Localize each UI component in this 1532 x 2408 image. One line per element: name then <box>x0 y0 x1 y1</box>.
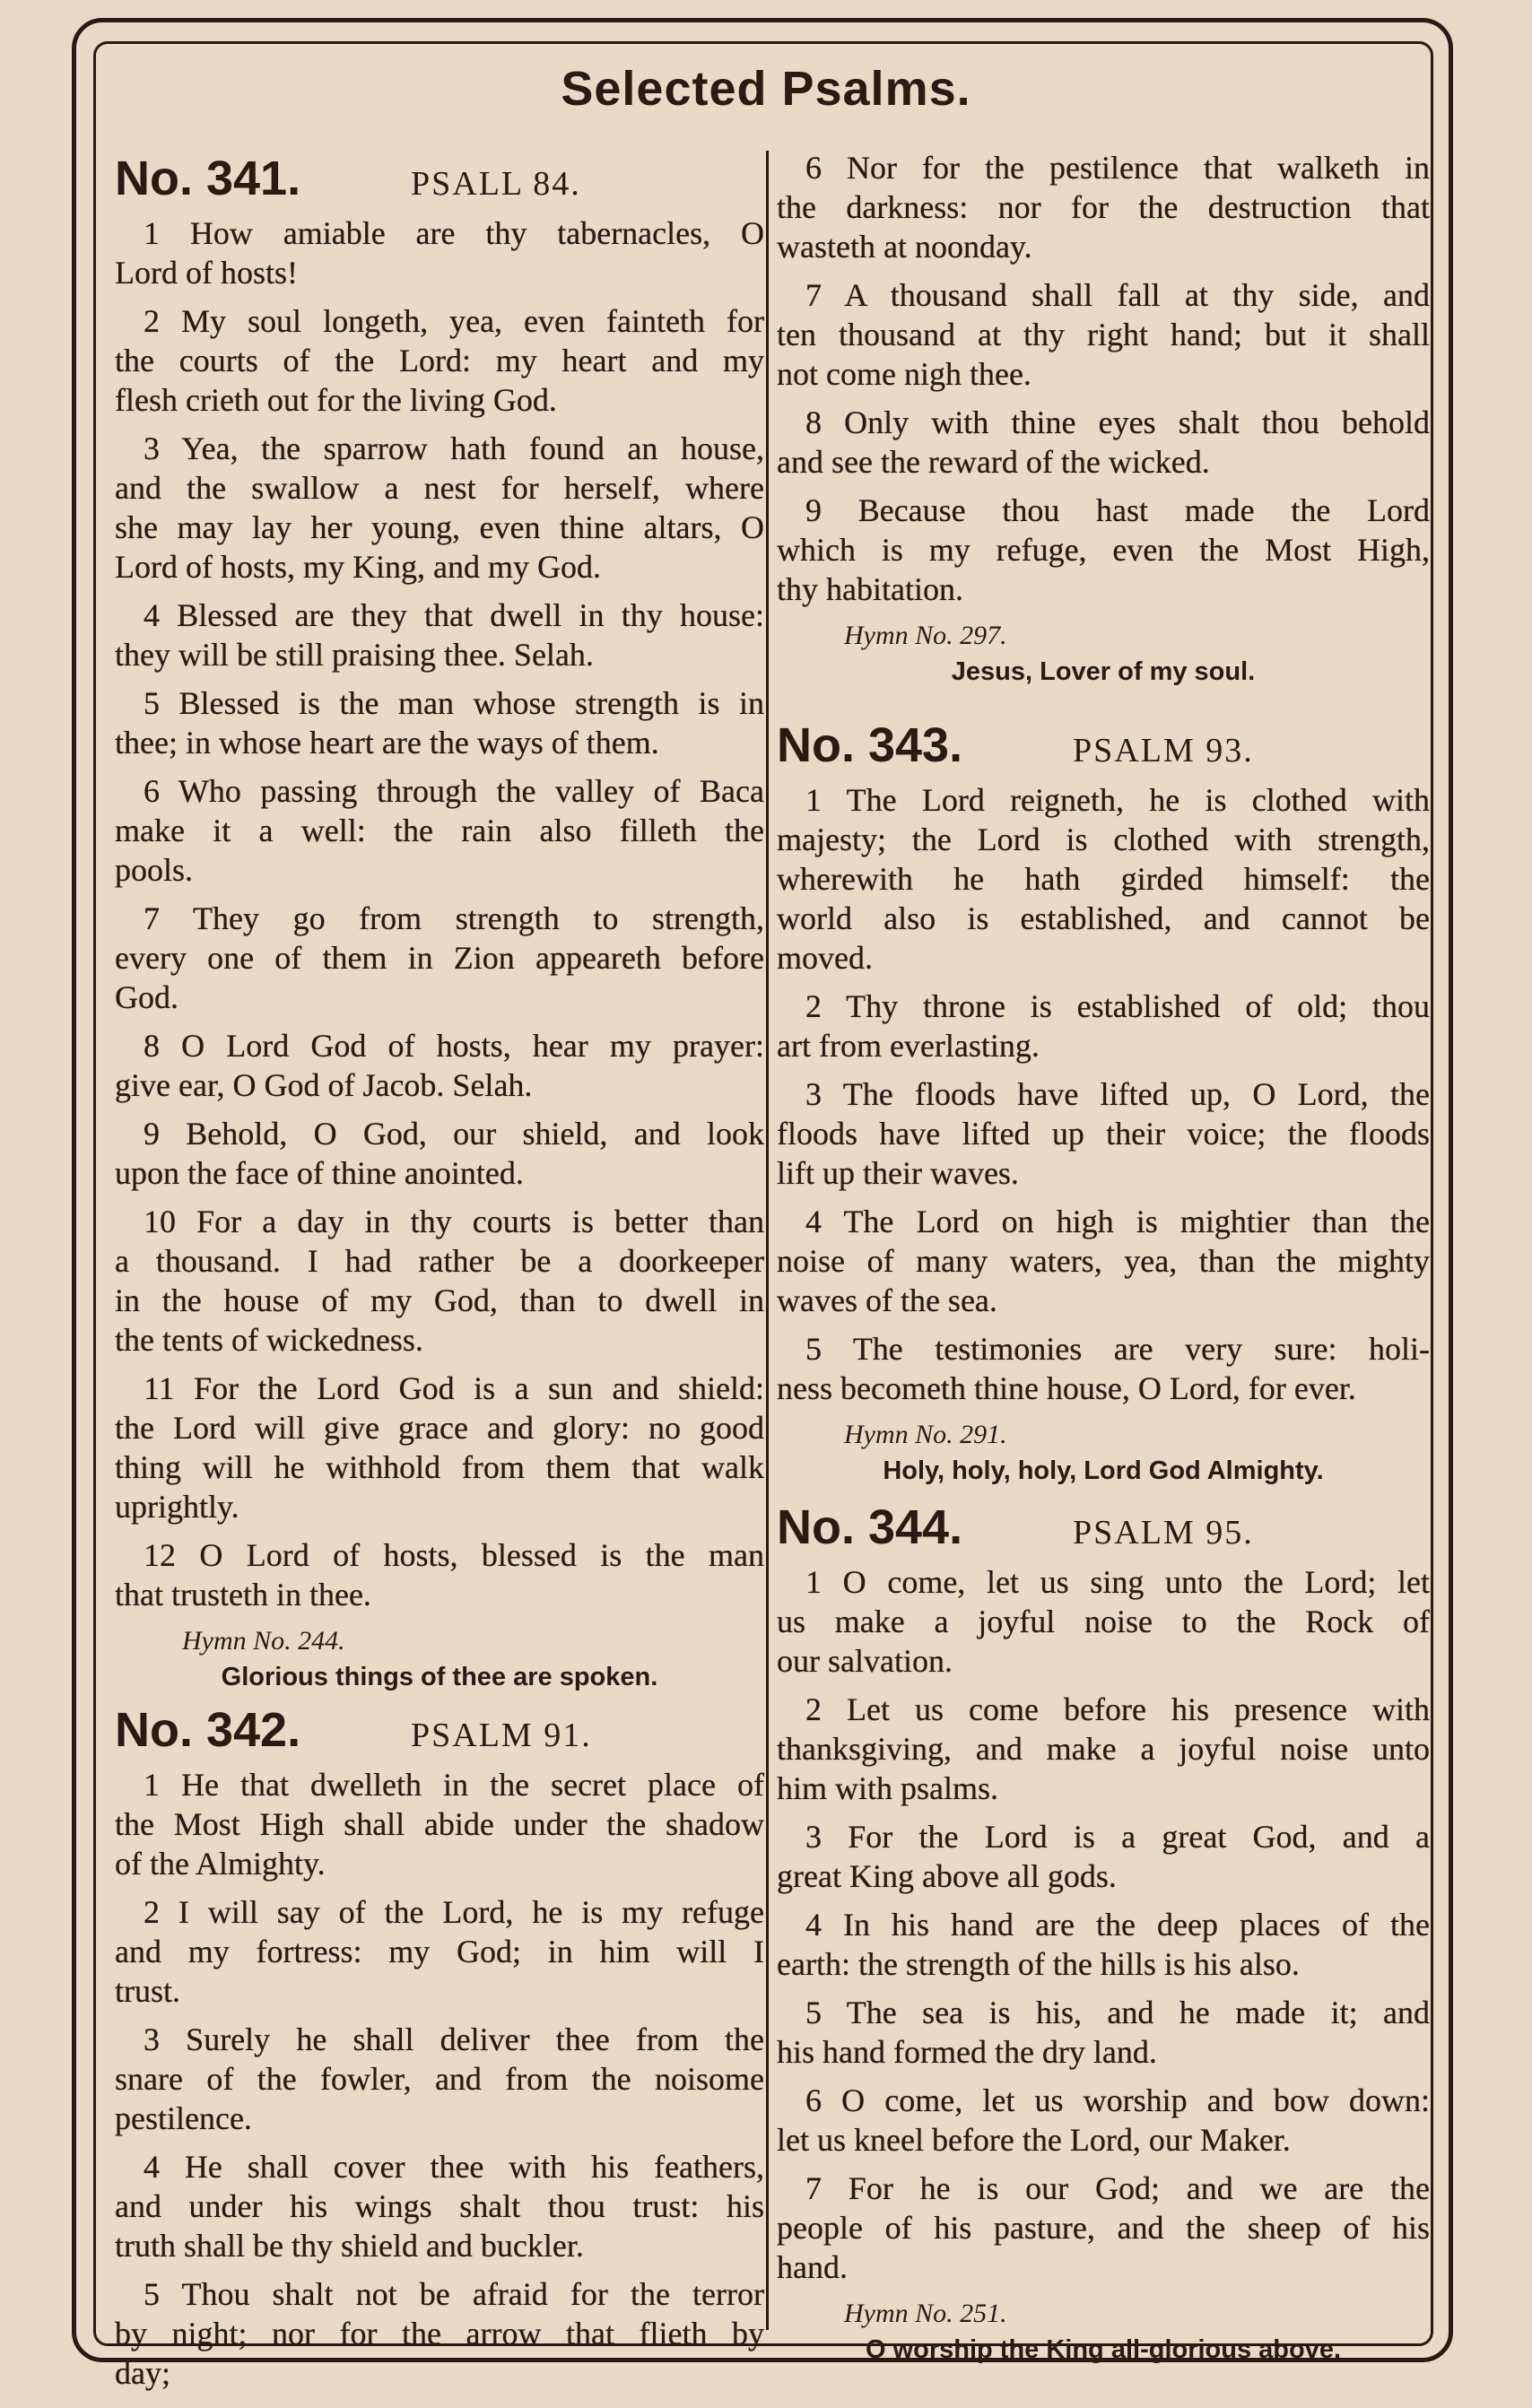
verse-line: noise of many waters, yea, than the mighty <box>777 1243 1430 1279</box>
verse-line: 7 They go from strength to strength, <box>144 900 764 936</box>
hymn-reference: Hymn No. 251. <box>844 2299 1007 2328</box>
verse-line: people of his pasture, and the sheep of his <box>777 2210 1430 2246</box>
verse-line: great King above all gods. <box>777 1858 1117 1894</box>
psalm-341-section <box>115 151 764 1695</box>
verse <box>115 1535 764 1614</box>
verse-line: uprightly. <box>115 1489 239 1525</box>
verse-line: 3 Surely he shall deliver thee from the <box>144 2021 764 2057</box>
verse-line: thee; in whose heart are the ways of them. <box>115 725 659 761</box>
verse-line: the darkness: nor for the destruction that <box>777 189 1430 225</box>
verse-line: ten thousand at thy right hand; but it shall <box>777 317 1430 352</box>
verse-line: flesh crieth out for the living God. <box>115 382 557 418</box>
verse <box>777 275 1430 394</box>
hymn-title: Jesus, Lover of my soul. <box>951 657 1256 686</box>
verse <box>777 491 1430 609</box>
verse-line: 7 A thousand shall fall at thy side, and <box>805 277 1430 313</box>
psalm-reference: PSALM 91. <box>411 1717 592 1754</box>
verse-line: the courts of the Lord: my heart and my <box>115 343 764 378</box>
verse-line: waves of the sea. <box>777 1282 997 1318</box>
verse-line: 1 How amiable are thy tabernacles, O <box>144 215 764 251</box>
verse-line: 6 O come, let us worship and bow down: <box>805 2082 1430 2118</box>
verse-line: 3 Yea, the sparrow hath found an house, <box>144 430 764 466</box>
verse-line: 3 The floods have lifted up, O Lord, the <box>805 1076 1430 1112</box>
verse-line: 3 For the Lord is a great God, and a <box>805 1819 1430 1855</box>
verse-line: 4 In his hand are the deep places of the <box>805 1907 1430 1943</box>
verse-line: 9 Because thou hast made the Lord <box>805 492 1430 528</box>
verse <box>777 987 1430 1065</box>
column-divider <box>766 151 769 2330</box>
verse-line: 5 Thou shalt not be afraid for the terror <box>144 2276 764 2312</box>
verse-line: moved. <box>777 940 873 976</box>
verse <box>777 1817 1430 1896</box>
verse-line: and my fortress: my God; in him will I <box>115 1934 764 1969</box>
verse <box>115 1026 764 1105</box>
verse-line: us make a joyful noise to the Rock of <box>777 1604 1430 1639</box>
verse <box>777 148 1430 266</box>
verse <box>777 780 1430 978</box>
verse-line: by night; nor for the arrow that flieth by <box>115 2316 764 2351</box>
verse-line: 4 The Lord on high is mightier than the <box>805 1204 1430 1239</box>
hymn-reference: Hymn No. 297. <box>844 621 1007 650</box>
verse-line: truth shall be thy shield and buckler. <box>115 2228 584 2264</box>
verse-line: him with psalms. <box>777 1770 999 1806</box>
verse-line: 4 He shall cover thee with his feathers, <box>144 2149 764 2185</box>
psalm-number: No. 341. <box>115 152 301 205</box>
verse-line: every one of them in Zion appeareth before <box>115 940 764 976</box>
verse-line: 5 Blessed is the man whose strength is in <box>144 685 764 721</box>
verse-line: majesty; the Lord is clothed with strength, <box>777 822 1430 857</box>
verse-line: that trusteth in thee. <box>115 1577 371 1613</box>
verse <box>115 683 764 762</box>
verse-line: 6 Nor for the pestilence that walketh in <box>805 150 1430 186</box>
verse-line: of the Almighty. <box>115 1846 326 1882</box>
verse <box>777 1993 1430 2072</box>
psalm-344-section <box>777 1500 1430 2368</box>
psalm-reference: PSALL 84. <box>411 165 581 203</box>
verse-line: 12 O Lord of hosts, blessed is the man <box>144 1537 764 1573</box>
verse-line: 10 For a day in thy courts is better than <box>144 1204 764 1239</box>
verse <box>777 1329 1430 1408</box>
verse <box>777 2169 1430 2287</box>
verse-line: 2 My soul longeth, yea, even fainteth for <box>144 303 764 339</box>
verse-line: in the house of my God, than to dwell in <box>115 1282 764 1318</box>
verse <box>777 1562 1430 1681</box>
psalm-header <box>115 151 764 213</box>
verse <box>777 1905 1430 1984</box>
verse <box>777 403 1430 482</box>
verse <box>115 2020 764 2138</box>
psalm-reference: PSALM 95. <box>1073 1514 1254 1552</box>
verse <box>115 595 764 674</box>
verse-line: 8 Only with thine eyes shalt thou behold <box>805 404 1430 440</box>
verse-line: 8 O Lord God of hosts, hear my prayer: <box>144 1028 764 1064</box>
verse-line: and see the reward of the wicked. <box>777 444 1210 480</box>
verse <box>777 1202 1430 1320</box>
verse <box>115 213 764 292</box>
verse <box>115 1114 764 1193</box>
psalm-number: No. 344. <box>777 1500 963 1554</box>
verse-line: which is my refuge, even the Most High, <box>777 532 1430 568</box>
verse-line: snare of the fowler, and from the noisome <box>115 2061 764 2097</box>
page-title: Selected Psalms. <box>561 62 971 116</box>
verse-line: hand. <box>777 2249 848 2285</box>
verse-line: they will be still praising thee. Selah. <box>115 637 594 673</box>
verse-line: 2 Thy throne is established of old; thou <box>805 988 1430 1024</box>
hymn-reference: Hymn No. 244. <box>182 1626 345 1656</box>
verse-line: Lord of hosts, my King, and my God. <box>115 549 601 585</box>
verse-line: art from everlasting. <box>777 1028 1040 1064</box>
psalm-header <box>777 1500 1430 1562</box>
verse-line: thy habitation. <box>777 571 963 607</box>
verse-line: not come nigh thee. <box>777 356 1031 392</box>
verse-line: and the swallow a nest for herself, where <box>115 470 764 506</box>
verse-line: 5 The sea is his, and he made it; and <box>805 1995 1430 2030</box>
verse <box>115 429 764 587</box>
verse-line: lift up their waves. <box>777 1155 1019 1191</box>
verse-line: ness becometh thine house, O Lord, for ever. <box>777 1370 1356 1406</box>
verse <box>777 2081 1430 2160</box>
verse <box>777 1690 1430 1808</box>
verse-line: the Most High shall abide under the shadow <box>115 1806 764 1842</box>
verse-line: 11 For the Lord God is a sun and shield: <box>144 1370 764 1406</box>
verse-line: 4 Blessed are they that dwell in thy house: <box>144 597 764 633</box>
verse-line: 1 O come, let us sing unto the Lord; let <box>805 1564 1430 1600</box>
verse-line: trust. <box>115 1973 181 2009</box>
verse-line: God. <box>115 979 178 1015</box>
verse-line: pestilence. <box>115 2100 252 2136</box>
verse-line: world also is established, and cannot be <box>777 900 1430 936</box>
verse-line: give ear, O God of Jacob. Selah. <box>115 1067 533 1103</box>
hymn-title: O worship the King all-glorious above. <box>865 2335 1342 2364</box>
psalm-number: No. 342. <box>115 1703 301 1757</box>
verse-line: the Lord will give grace and glory: no good <box>115 1410 764 1446</box>
verse-line: a thousand. I had rather be a doorkeeper <box>115 1243 764 1279</box>
verse-line: 6 Who passing through the valley of Baca <box>144 773 764 809</box>
hymn-title: Glorious things of thee are spoken. <box>221 1663 658 1691</box>
verse-line: our salvation. <box>777 1643 953 1679</box>
verse-line: and under his wings shalt thou trust: his <box>115 2188 764 2224</box>
verse-line: 5 The testimonies are very sure: holi- <box>805 1331 1430 1367</box>
verse <box>115 771 764 890</box>
hymn-reference: Hymn No. 291. <box>844 1420 1007 1449</box>
verse-line: 9 Behold, O God, our shield, and look <box>144 1116 764 1152</box>
psalm-reference: PSALM 93. <box>1073 732 1254 769</box>
hymn-title: Holy, holy, holy, Lord God Almighty. <box>883 1456 1324 1485</box>
verse-line: let us kneel before the Lord, our Maker. <box>777 2122 1291 2158</box>
verse-line: day; <box>115 2355 170 2391</box>
psalm-header <box>115 1702 764 1765</box>
verse-line: Lord of hosts! <box>115 255 298 291</box>
verse-line: upon the face of thine anointed. <box>115 1155 524 1191</box>
verse-line: earth: the strength of the hills is his also. <box>777 1946 1300 1982</box>
verse <box>115 1369 764 1526</box>
verse-line: pools. <box>115 852 194 888</box>
verse-line: 1 He that dwelleth in the secret place of <box>144 1767 764 1803</box>
verse-line: 2 I will say of the Lord, he is my refuge <box>144 1894 764 1930</box>
psalm-342-continued-section <box>777 148 1430 690</box>
verse-line: 2 Let us come before his presence with <box>805 1691 1430 1727</box>
verse <box>115 899 764 1017</box>
verse-line: 1 The Lord reigneth, he is clothed with <box>805 782 1430 818</box>
verse-line: she may lay her young, even thine altars, O <box>115 509 764 545</box>
verse-line: the tents of wickedness. <box>115 1322 423 1358</box>
verse-line: his hand formed the dry land. <box>777 2034 1157 2070</box>
verse <box>115 1892 764 2011</box>
psalm-342-section <box>115 1702 764 2402</box>
verse-line: thing will he withhold from them that walk <box>115 1449 764 1485</box>
verse-line: 7 For he is our God; and we are the <box>805 2170 1430 2206</box>
psalm-number: No. 343. <box>777 718 963 772</box>
verse <box>115 2274 764 2393</box>
verse <box>777 1074 1430 1193</box>
verse-line: wherewith he hath girded himself: the <box>777 861 1430 897</box>
psalm-343-section <box>777 717 1430 1489</box>
verse <box>115 301 764 420</box>
verse-line: floods have lifted up their voice; the floods <box>777 1116 1430 1152</box>
psalm-header <box>777 717 1430 780</box>
verse-line: wasteth at noonday. <box>777 229 1032 265</box>
verse <box>115 1202 764 1360</box>
verse <box>115 2147 764 2265</box>
verse <box>115 1765 764 1883</box>
verse-line: thanksgiving, and make a joyful noise unto <box>777 1731 1430 1767</box>
verse-line: make it a well: the rain also filleth the <box>115 813 764 848</box>
